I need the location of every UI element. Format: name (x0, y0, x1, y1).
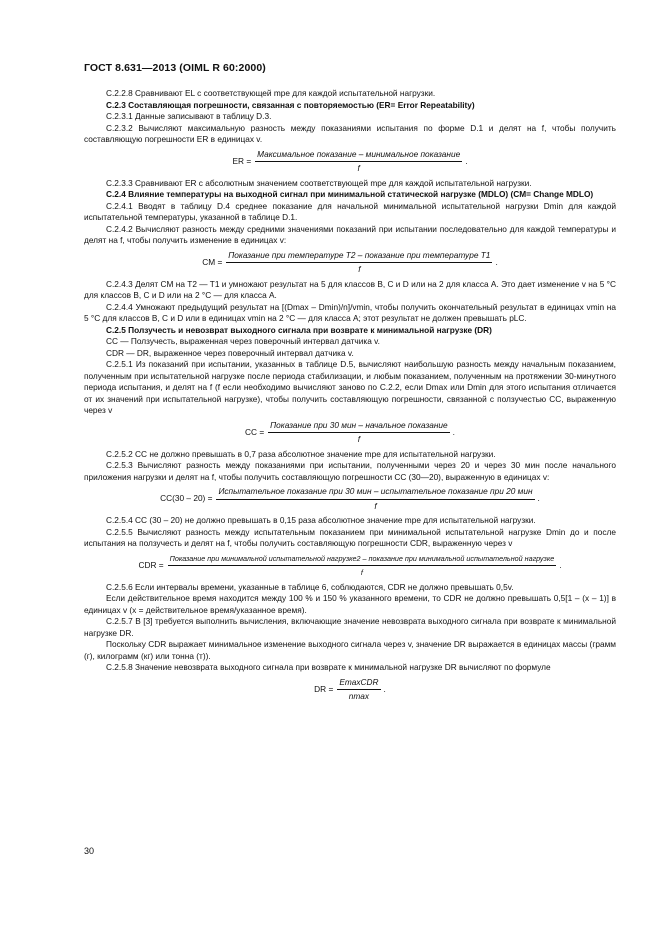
formula-lhs: CC = (245, 426, 265, 437)
denominator: f (374, 500, 377, 511)
paragraph: C.2.5.4 CC (30 – 20) не должно превышать в 0,15 раза абсолютное значение mpe для испытательной нагрузки. (106, 515, 536, 525)
numerator: Показание при 30 мин – начальное показание (268, 420, 449, 434)
page-header: ГОСТ 8.631—2013 (OIML R 60:2000) (84, 62, 266, 74)
paragraph: C.2.4.1 Вводят в таблицу D.4 среднее показание для начальной минимальной испытательной нагрузки Dmin для каждой испытательной температуры, указанной в таблице D.1. (84, 200, 616, 222)
formula-end: . (383, 683, 386, 694)
paragraph: C.2.2.8 Сравнивают EL с соответствующей mpe для каждой испытательной нагрузки. (106, 88, 436, 98)
paragraph: CC — Ползучесть, выраженная через поверочный интервал датчика v. (106, 336, 380, 346)
numerator: EmaxCDR (337, 677, 380, 691)
formula-lhs: ER = (232, 155, 252, 166)
section-heading: C.2.4 Влияние температуры на выходной сигнал при минимальной статической нагрузке (MDLO) (CM= Change MDLO) (106, 189, 594, 199)
page-body (84, 88, 616, 706)
fraction (268, 420, 449, 446)
formula-lhs: CDR = (138, 559, 164, 570)
fraction (226, 250, 492, 276)
fraction (216, 486, 534, 512)
paragraph: Поскольку CDR выражает минимальное изменение выходного сигнала через v, значение DR выражается в единицах массы (грамм (г), килограмм (кг) или тонна (т)). (84, 639, 616, 661)
fraction (337, 677, 380, 703)
paragraph: C.2.5.2 CC не должно превышать в 0,7 раза абсолютное значение mpe для испытательной нагрузки. (106, 448, 496, 459)
paragraph: C.2.3.2 Вычисляют максимальную разность между показаниями испытания по форме D.1 и делят на f, чтобы получить составляющую погрешности ER в единицах v. (84, 122, 616, 144)
paragraph: C.2.4.4 Умножают предыдущий результат на [(Dmax – Dmin)/n]/vmin, чтобы получить окончательный результат в единицах vmin на 5 °C для классов B, C и D или в единицах vmin на 2 °C — для класса A; этот результат не должен превышать pLC. (84, 301, 616, 323)
denominator: nmax (348, 691, 370, 701)
fraction (168, 553, 557, 579)
numerator: Испытательное показание при 30 мин – испытательное показание при 20 мин (216, 486, 534, 500)
formula-cc (84, 420, 616, 446)
formula-end: . (465, 155, 468, 166)
formula-cdr (84, 553, 616, 579)
numerator: Максимальное показание – минимальное показание (255, 149, 462, 163)
formula-cm (84, 250, 616, 276)
section-heading: C.2.5 Ползучесть и невозврат выходного сигнала при возврате к минимальной нагрузке (DR) (106, 324, 492, 335)
formula-end: . (452, 426, 455, 437)
page-number: 30 (84, 846, 95, 856)
formula-er (84, 149, 616, 175)
formula-lhs: CC(30 – 20) = (160, 493, 213, 504)
paragraph: C.2.3.3 Сравнивают ER с абсолютным значением соответствующей mpe для каждой испытательной нагрузки. (106, 177, 532, 188)
paragraph: C.2.5.1 Из показаний при испытании, указанных в таблице D.5, вычисляют наибольшую разность между начальным показанием, полученным при испытательной нагрузке после периода стабилизации, и любым показанием, полученным на протяжении 30-минутного периода испытания, и делят на f (f если необходимо вычисляют заново по C.2.2, если Dmax или Dmin для этого испытания отличается от их значений при испытательной нагрузке), чтобы получить составляющую погрешности, связанной с ползучестью CC, выраженную через v (84, 359, 616, 415)
paragraph: C.2.5.5 Вычисляют разность между испытательным показанием при минимальной испытательной нагрузке Dmin до и после испытания на ползучесть и делят на f, чтобы получить составляющую погрешности CDR, выраженную через v (84, 526, 616, 548)
numerator: Показание при температуре T2 – показание при температуре T1 (226, 250, 492, 264)
formula-cc-30-20 (84, 486, 616, 512)
denominator: f (360, 568, 363, 577)
formula-end: . (537, 493, 540, 504)
paragraph: C.2.4.3 Делят CM на T2 — T1 и умножают результат на 5 для классов B, C и D или на 2 для класса A. Это дает изменение v на 5 °C для классов B, C и D или на 2 °C — для класса A. (84, 278, 616, 300)
paragraph: CDR — DR, выраженное через поверочный интервал датчика v. (106, 347, 354, 358)
formula-end: . (495, 256, 498, 267)
formula-lhs: DR = (314, 683, 334, 694)
paragraph: C.2.4.2 Вычисляют разность между средними значениями показаний при испытании последовательно для каждой температуры и делят на f, чтобы получить изменение в единицах v: (84, 223, 616, 245)
numerator: Показание при минимальной испытательной нагрузке2 – показание при минимальной испытательной нагрузке (168, 553, 557, 567)
formula-end: . (559, 559, 562, 570)
formula-lhs: CM = (202, 256, 223, 267)
paragraph: C.2.3.1 Данные записывают в таблицу D.3. (106, 111, 272, 121)
denominator: f (358, 264, 361, 274)
paragraph: C.2.5.6 Если интервалы времени, указанные в таблице 6, соблюдаются, CDR не должно превышать 0,5v. (106, 581, 514, 592)
paragraph: C.2.5.7 В [3] требуется выполнить вычисления, включающие значение невозврата выходного сигнала при возврате к минимальной нагрузке DR. (84, 616, 616, 638)
paragraph: Если действительное время находится между 100 % и 150 % указанного времени, то CDR не должно превышать 0,5[1 – (x – 1)] в единицах v (x = действительное время/указанное время). (84, 593, 616, 615)
paragraph: C.2.5.3 Вычисляют разность между показаниями при испытании, полученными через 20 и через 30 мин после начального приложения нагрузки и делят на f, чтобы получить составляющую погрешности CC (30—20), выраженную в единицах v: (84, 460, 616, 482)
fraction (255, 149, 462, 175)
denominator: f (357, 163, 360, 173)
formula-dr (84, 677, 616, 703)
paragraph: C.2.5.8 Значение невозврата выходного сигнала при возврате к минимальной нагрузке DR вычисляют по формуле (106, 662, 551, 672)
denominator: f (357, 434, 361, 444)
section-heading: C.2.3 Составляющая погрешности, связанная с повторяемостью (ER= Error Repeatability) (106, 99, 475, 110)
